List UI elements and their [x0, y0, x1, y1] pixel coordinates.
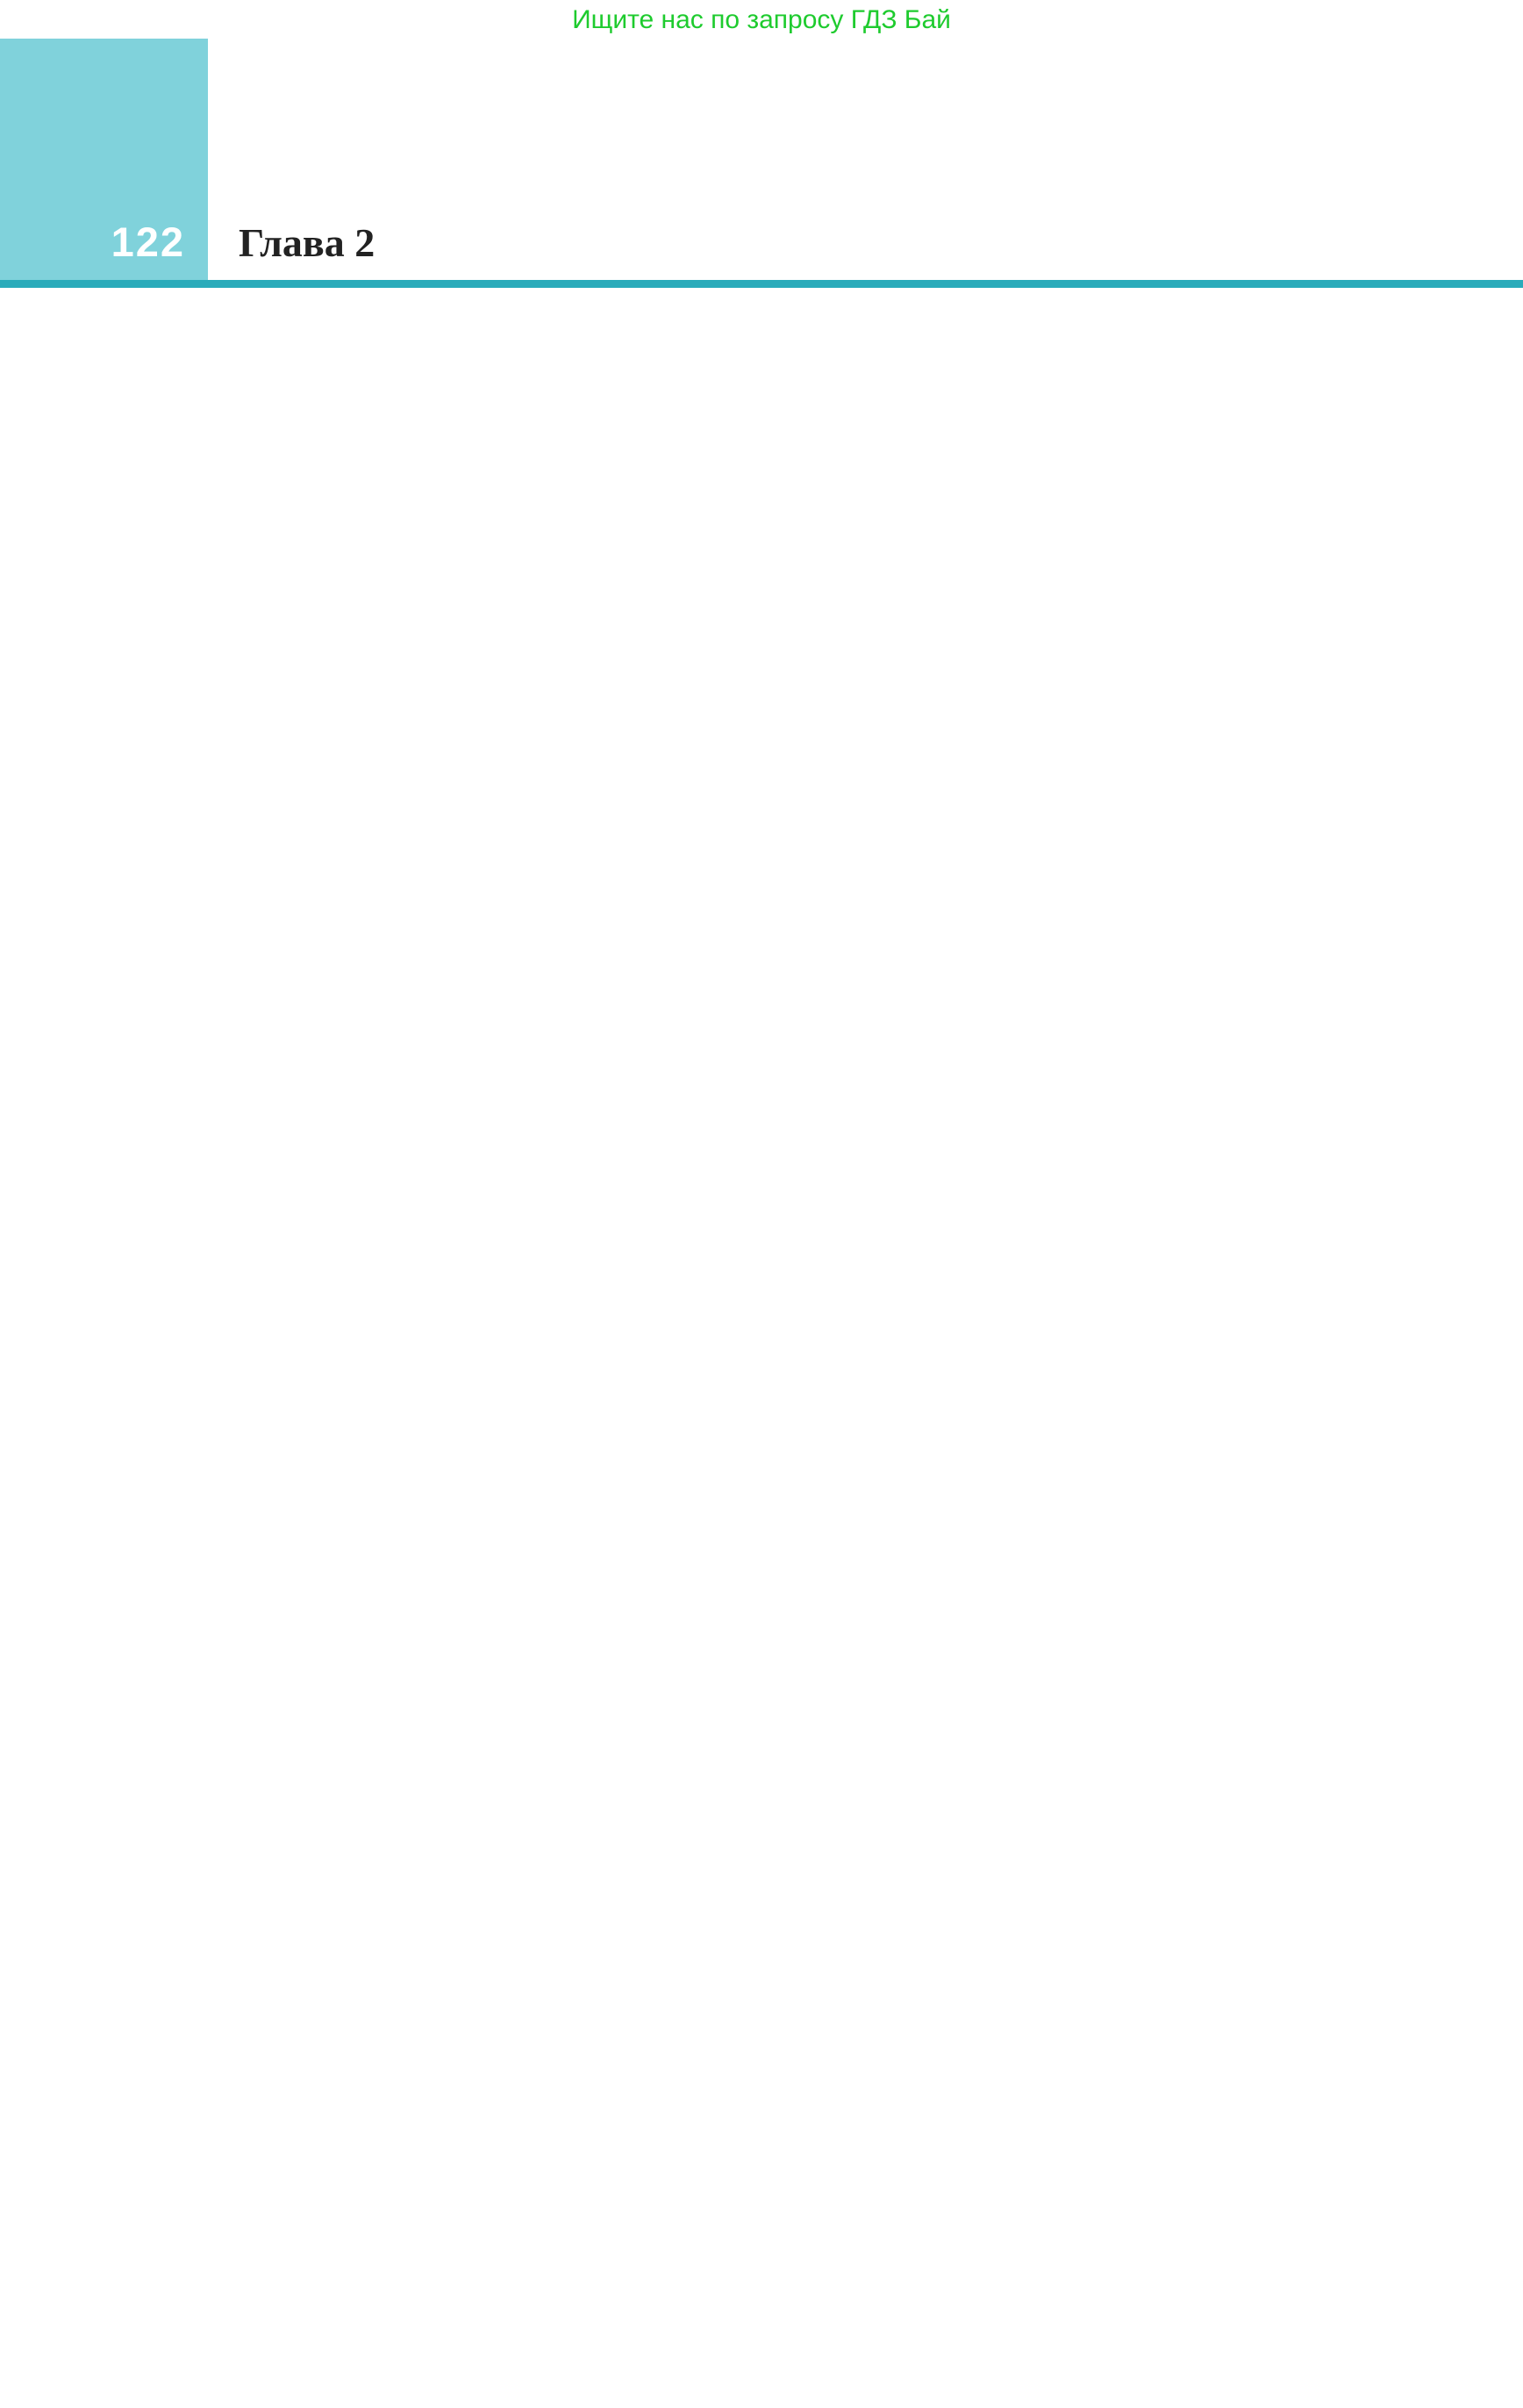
header-rule	[0, 280, 1523, 288]
page-number: 122	[111, 219, 185, 265]
promo-banner: Ищите нас по запросу ГДЗ Бай	[572, 5, 951, 34]
chapter-title: Глава 2	[239, 220, 375, 265]
page-number-block	[0, 39, 208, 280]
